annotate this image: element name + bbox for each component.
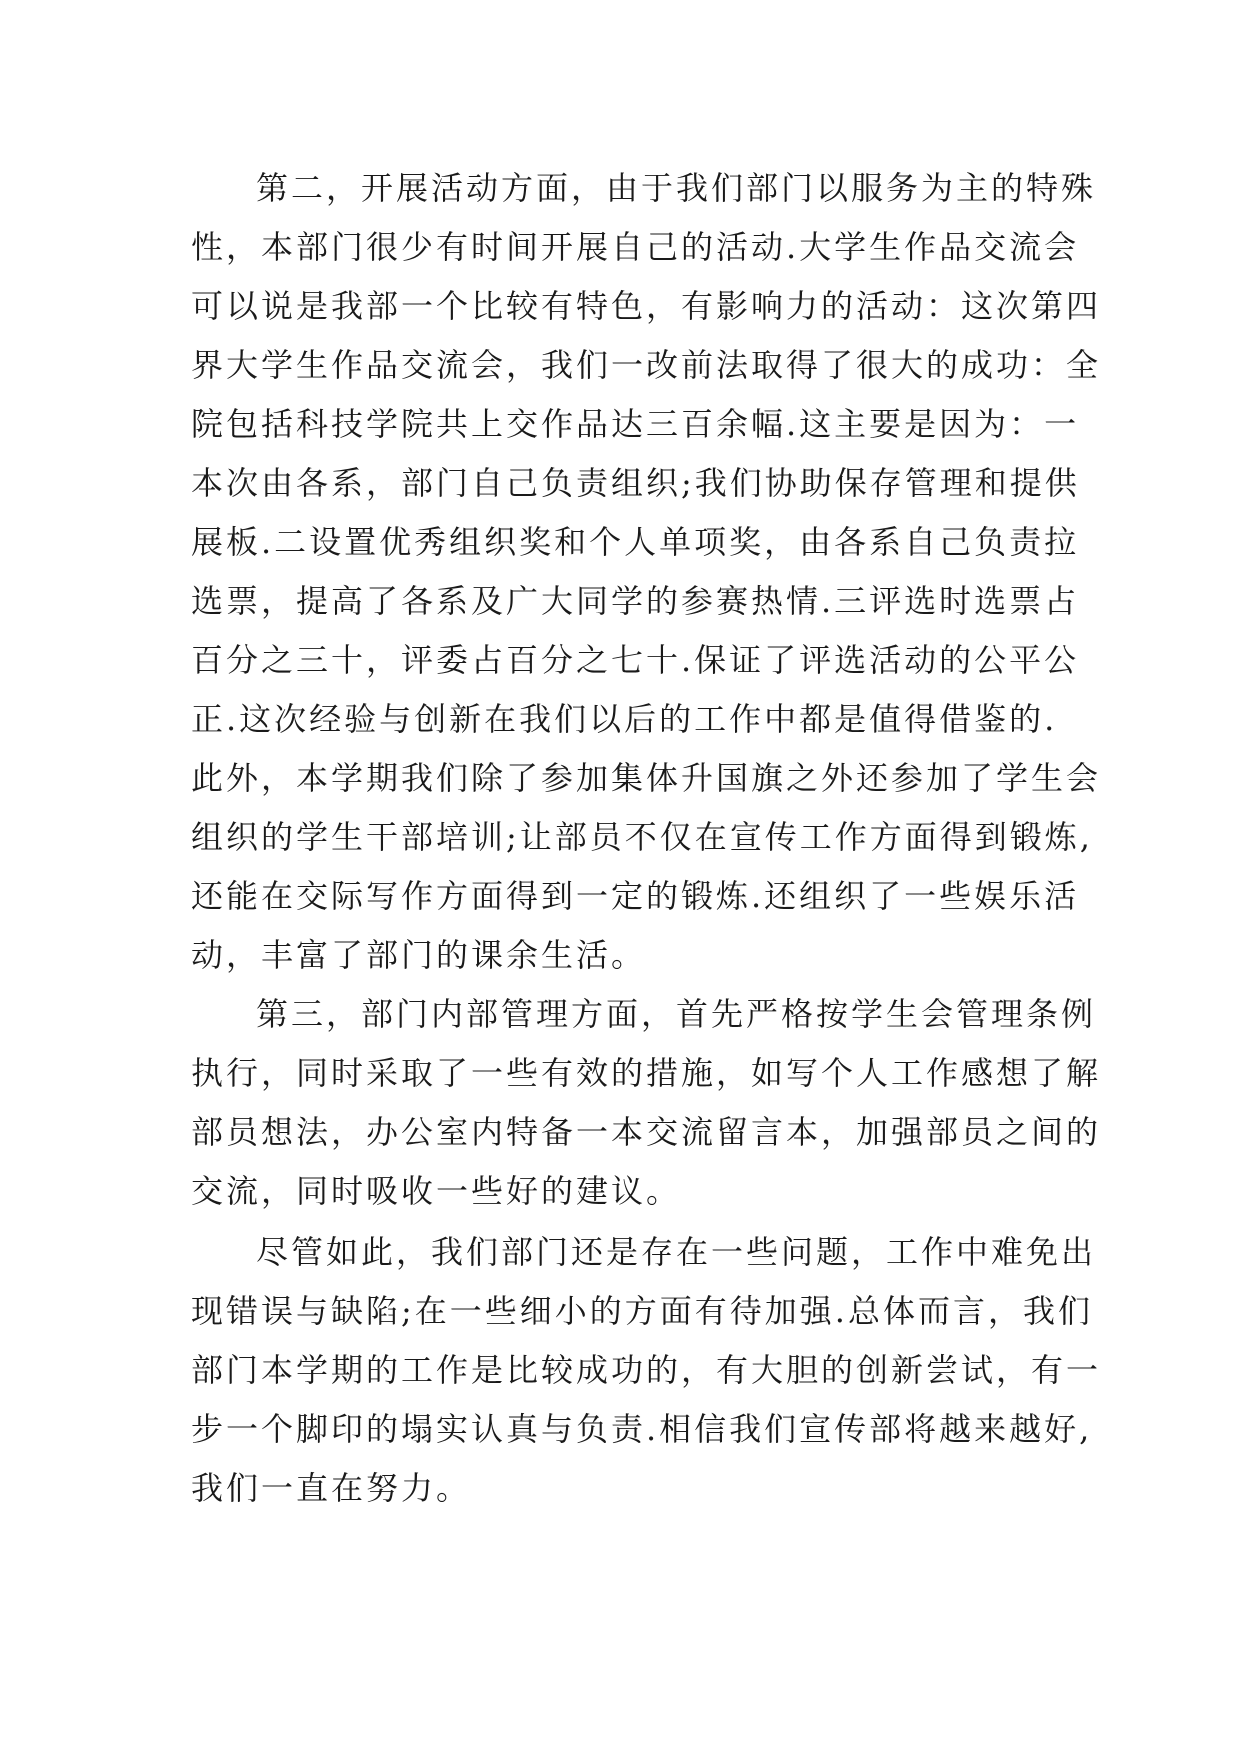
text-line: 动，丰富了部门的课余生活。 [191,936,647,974]
text-line: 部门本学期的工作是比较成功的，有大胆的创新尝试，有一 [191,1351,1102,1389]
text-line: 可以说是我部一个比较有特色，有影响力的活动：这次第四 [191,287,1102,325]
text-line: 执行，同时采取了一些有效的措施，如写个人工作感想了解 [191,1054,1102,1092]
text-line: 百分之三十，评委占百分之七十.保证了评选活动的公平公 [191,641,1080,679]
paragraph-summary [191,1223,1102,1518]
paragraph-internal-management [191,985,1102,1221]
text-line: 现错误与缺陷;在一些细小的方面有待加强.总体而言，我们 [191,1292,1093,1330]
text-line: 界大学生作品交流会，我们一改前法取得了很大的成功：全 [191,346,1102,384]
text-line: 本次由各系，部门自己负责组织;我们协助保存管理和提供 [191,464,1080,502]
text-line: 部员想法，办公室内特备一本交流留言本，加强部员之间的 [191,1113,1102,1151]
text-line: 院包括科技学院共上交作品达三百余幅.这主要是因为：一 [191,405,1080,443]
text-line: 步一个脚印的塌实认真与负责.相信我们宣传部将越来越好, [191,1410,1093,1448]
text-line: 第三，部门内部管理方面，首先严格按学生会管理条例 [256,995,1097,1033]
text-line: 交流，同时吸收一些好的建议。 [191,1172,682,1210]
text-line: 此外，本学期我们除了参加集体升国旗之外还参加了学生会 [191,759,1102,797]
text-line: 正.这次经验与创新在我们以后的工作中都是值得借鉴的. [191,700,1058,738]
text-line: 第二，开展活动方面，由于我们部门以服务为主的特殊 [256,169,1097,207]
paragraph-activities [191,159,1102,985]
text-line: 组织的学生干部培训;让部员不仅在宣传工作方面得到锻炼, [191,818,1093,856]
text-line: 展板.二设置优秀组织奖和个人单项奖，由各系自己负责拉 [191,523,1080,561]
text-line: 选票，提高了各系及广大同学的参赛热情.三评选时选票占 [191,582,1080,620]
document-body [191,159,1102,1518]
text-line: 尽管如此，我们部门还是存在一些问题，工作中难免出 [256,1233,1097,1271]
text-line: 性，本部门很少有时间开展自己的活动.大学生作品交流会 [191,228,1080,266]
text-line: 我们一直在努力。 [191,1469,472,1507]
text-line: 还能在交际写作方面得到一定的锻炼.还组织了一些娱乐活 [191,877,1080,915]
